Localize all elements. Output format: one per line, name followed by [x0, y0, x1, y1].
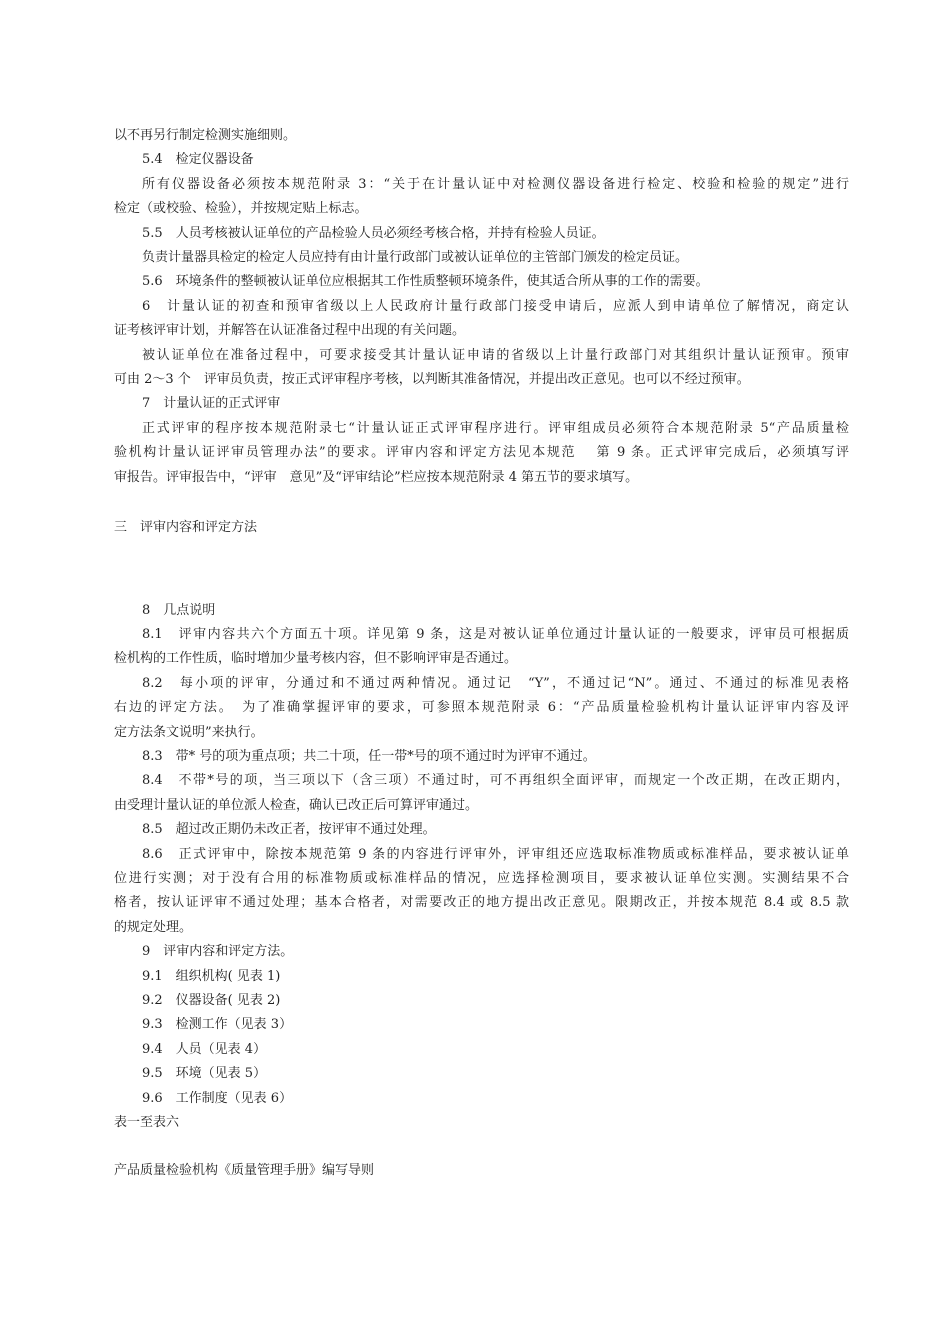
text-line: 右边的评定方法。 为了准确掌握评审的要求，可参照本规范附录 6：“产品质量检验机构计量认证评审内容及评 — [114, 700, 849, 716]
text-line: 8.5 超过改正期仍未改正者，按评审不通过处理。 — [142, 822, 436, 838]
text-line: 格者，按认证评审不通过处理；基本合格者，对需要改正的地方提出改正意见。限期改正，并按本规范 8.4 或 8.5 款 — [114, 895, 849, 911]
text-line: 9.2 仪器设备( 见表 2) — [142, 993, 281, 1008]
text-line: 正式评审的程序按本规范附录七“计量认证正式评审程序进行。评审组成员必须符合本规范附录 5“产品质量检 — [142, 420, 849, 436]
footer-title: 产品质量检验机构《质量管理手册》编写导则 — [114, 1163, 375, 1179]
text-line: 8.1 评审内容共六个方面五十项。详见第 9 条，这是对被认证单位通过计量认证的一般要求，评审员可根据质 — [142, 626, 849, 642]
text-line: 8.4 不带*号的项，当三项以下（含三项）不通过时，可不再组织全面评审，而规定一个改正期，在改正期内， — [142, 773, 849, 789]
text-line: 9.6 工作制度（见表 6） — [142, 1090, 293, 1106]
text-line: 9.3 检测工作（见表 3） — [142, 1017, 293, 1033]
text-line: 8.6 正式评审中，除按本规范第 9 条的内容进行评审外，评审组还应选取标准物质或标准样品，要求被认证单 — [142, 846, 849, 862]
text-line: 定方法条文说明”来执行。 — [114, 724, 264, 740]
spacer — [114, 1135, 849, 1159]
text-line: 8 几点说明 — [142, 602, 216, 618]
text-line: 检定（或校验、检验），并按规定贴上标志。 — [114, 201, 368, 217]
text-line: 9 评审内容和评定方法。 — [142, 944, 294, 960]
spacer — [114, 541, 849, 599]
section-after-heading — [114, 599, 849, 1136]
text-line: 审报告。评审报告中，“评审 意见”及“评审结论”栏应按本规范附录 4 第五节的要求填写。 — [114, 469, 639, 485]
text-line: 9.5 环境（见表 5） — [142, 1066, 267, 1082]
text-line: 9.1 组织机构( 见表 1) — [142, 968, 281, 984]
text-line: 的规定处理。 — [114, 919, 193, 935]
text-line: 可由 2～3 个 评审员负责，按正式评审程序考核，以判断其准备情况，并提出改正意见。也可以不经过预审。 — [114, 372, 750, 388]
text-line: 6 计量认证的初查和预审省级以上人民政府计量行政部门接受申请后，应派人到申请单位了解情况，商定认 — [142, 298, 849, 314]
text-line: 负责计量器具检定的检定人员应持有由计量行政部门或被认证单位的主管部门颁发的检定员证。 — [142, 250, 689, 266]
text-line: 由受理计量认证的单位派人检查，确认已改正后可算评审通过。 — [114, 797, 479, 813]
text-line: 位进行实测；对于没有合用的标准物质或标准样品的情况，应选择检测项目，要求被认证单位实测。实测结果不合 — [114, 870, 849, 886]
text-line: 被认证单位在准备过程中，可要求接受其计量认证申请的省级以上计量行政部门对其组织计量认证预审。预审 — [142, 347, 849, 363]
text-line: 5.4 检定仪器设备 — [142, 152, 254, 168]
text-line: 以不再另行制定检测实施细则。 — [114, 128, 297, 143]
text-line: 验机构计量认证评审员管理办法”的要求。评审内容和评定方法见本规范 第 9 条。正式评审完成后，必须填写评 — [114, 445, 849, 461]
text-line: 8.2 每小项的评审，分通过和不通过两种情况。通过记 “Y”，不通过记“N”。通过、不通过的标准见表格 — [142, 675, 849, 691]
text-line: 5.5 人员考核被认证单位的产品检验人员必须经考核合格，并持有检验人员证。 — [142, 225, 605, 241]
spacer — [114, 490, 849, 516]
text-line: 证考核评审计划，并解答在认证准备过程中出现的有关问题。 — [114, 323, 466, 339]
document-body — [114, 124, 849, 1184]
text-line: 7 计量认证的正式评审 — [142, 396, 281, 412]
text-line: 检机构的工作性质，临时增加少量考核内容，但不影响评审是否通过。 — [114, 651, 518, 667]
section-before-heading — [114, 124, 849, 490]
text-line: 所有仪器设备必须按本规范附录 3：“关于在计量认证中对检测仪器设备进行检定、校验和检验的规定”进行 — [142, 176, 849, 192]
section-heading: 三 评审内容和评定方法 — [114, 520, 258, 536]
text-line: 5.6 环境条件的整顿被认证单位应根据其工作性质整顿环境条件，使其适合所从事的工作的需要。 — [142, 274, 709, 290]
text-line: 8.3 带* 号的项为重点项；共二十项，任一带*号的项不通过时为评审不通过。 — [142, 748, 596, 764]
text-line: 表一至表六 — [114, 1115, 180, 1131]
text-line: 9.4 人员（见表 4） — [142, 1041, 267, 1057]
